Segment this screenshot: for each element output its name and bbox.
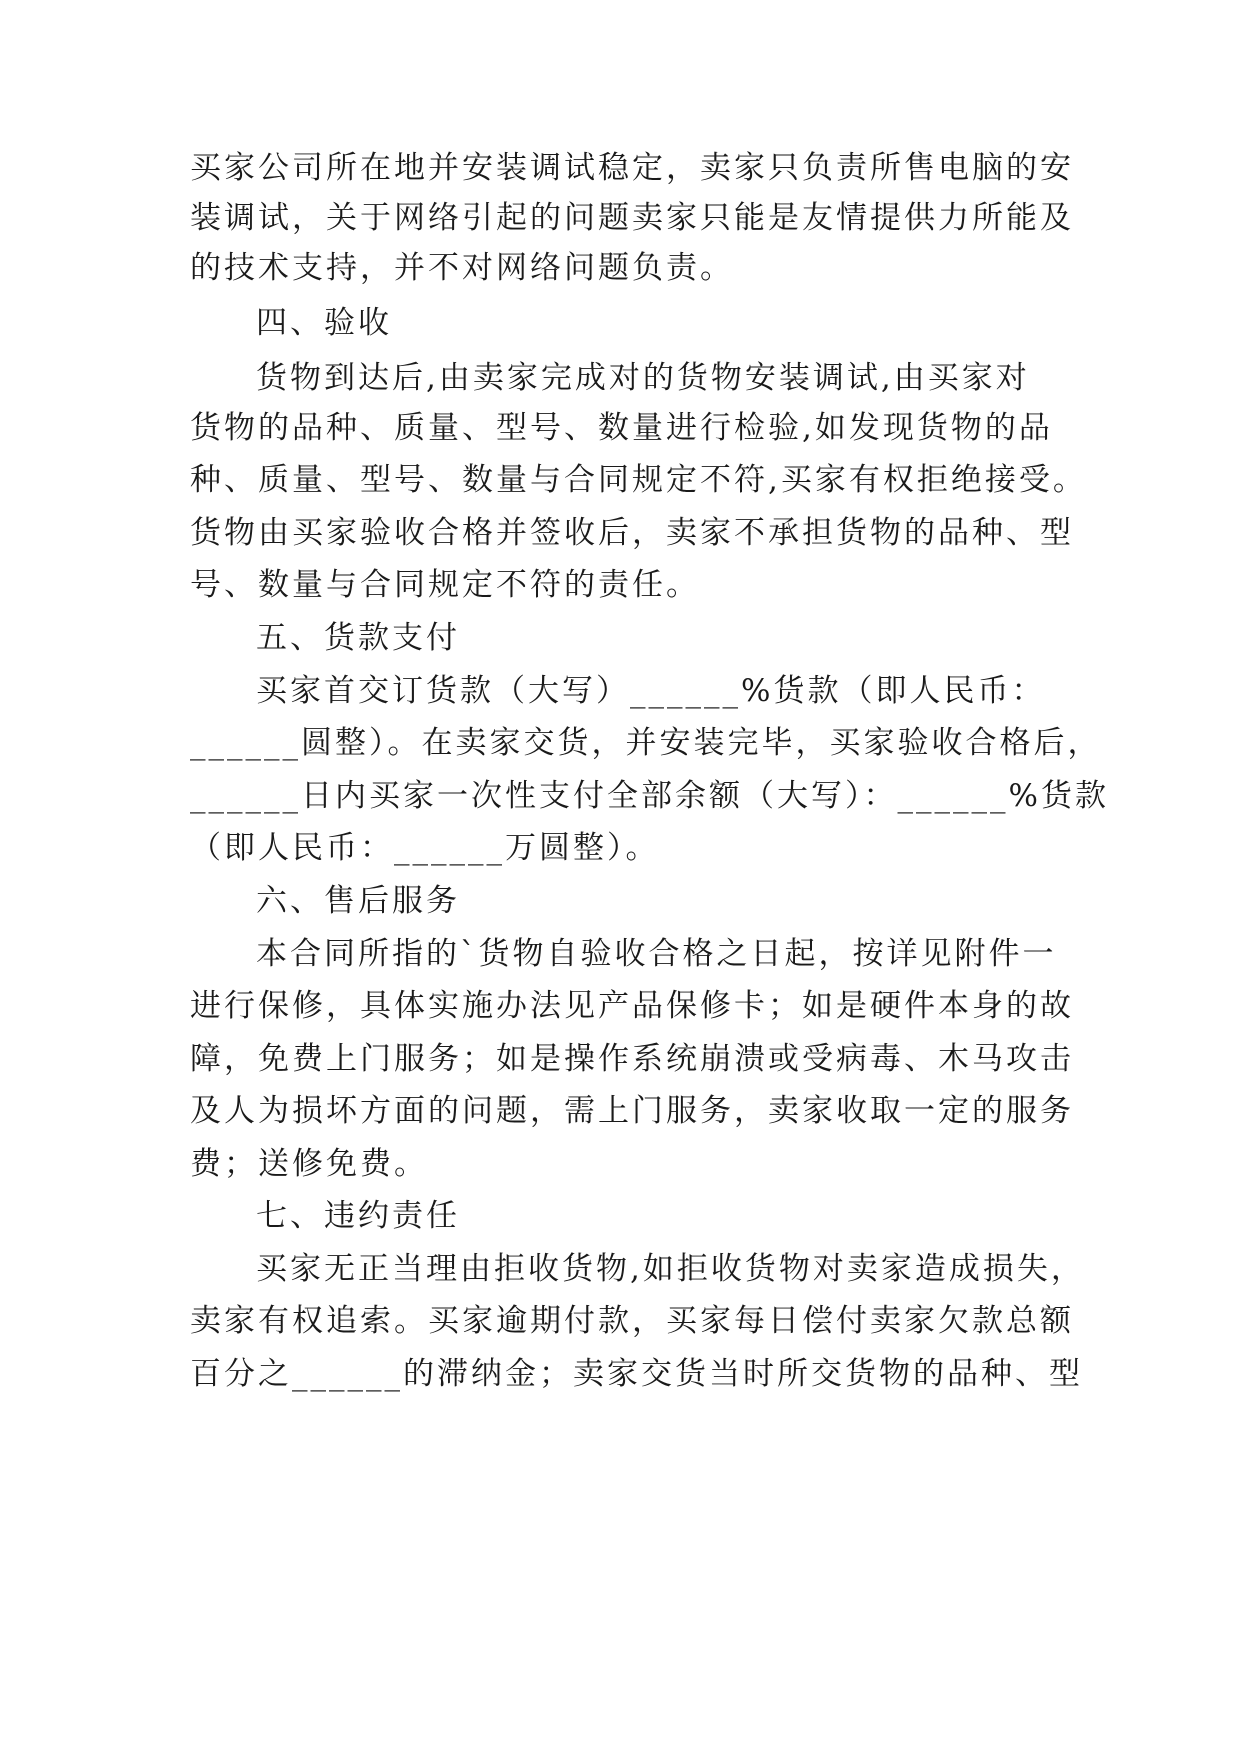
paragraph-line: ______圆整）。在卖家交货，并安装完毕，买家验收合格后， [190, 725, 1102, 761]
section-heading-after-sales: 六、售后服务 [256, 883, 460, 919]
paragraph-line: 种、质量、型号、数量与合同规定不符,买家有权拒绝接受。 [190, 462, 1087, 498]
paragraph-line: 买家无正当理由拒收货物,如拒收货物对卖家造成损失， [256, 1251, 1085, 1287]
paragraph-line: 装调试，关于网络引起的问题卖家只能是友情提供力所能及 [190, 200, 1074, 236]
paragraph-line: 号、数量与合同规定不符的责任。 [190, 567, 700, 603]
paragraph-line: ______日内买家一次性支付全部余额（大写）：______%货款 [190, 778, 1109, 814]
paragraph-line: 货物由买家验收合格并签收后，卖家不承担货物的品种、型 [190, 515, 1074, 551]
paragraph-line: 货物到达后,由卖家完成对的货物安装调试,由买家对 [256, 360, 1030, 396]
paragraph-line: 买家首交订货款（大写）______%货款（即人民币： [256, 673, 1046, 709]
paragraph-line: 进行保修，具体实施办法见产品保修卡；如是硬件本身的故 [190, 988, 1074, 1024]
section-heading-payment: 五、货款支付 [256, 620, 460, 656]
paragraph-line: 费；送修免费。 [190, 1146, 428, 1182]
paragraph-line: 及人为损坏方面的问题，需上门服务，卖家收取一定的服务 [190, 1093, 1074, 1129]
paragraph-line: （即人民币：______万圆整）。 [190, 830, 660, 866]
section-heading-liability: 七、违约责任 [256, 1198, 460, 1234]
paragraph-line: 货物的品种、质量、型号、数量进行检验,如发现货物的品 [190, 410, 1053, 446]
paragraph-line: 买家公司所在地并安装调试稳定，卖家只负责所售电脑的安 [190, 150, 1074, 186]
section-heading-acceptance: 四、验收 [256, 305, 392, 341]
paragraph-line: 障，免费上门服务；如是操作系统崩溃或受病毒、木马攻击 [190, 1041, 1074, 1077]
paragraph-line: 本合同所指的`货物自验收合格之日起，按详见附件一 [256, 936, 1057, 972]
paragraph-line: 卖家有权追索。买家逾期付款，买家每日偿付卖家欠款总额 [190, 1303, 1074, 1339]
paragraph-line: 百分之______的滞纳金；卖家交货当时所交货物的品种、型 [190, 1356, 1083, 1392]
paragraph-line: 的技术支持，并不对网络问题负责。 [190, 250, 734, 286]
